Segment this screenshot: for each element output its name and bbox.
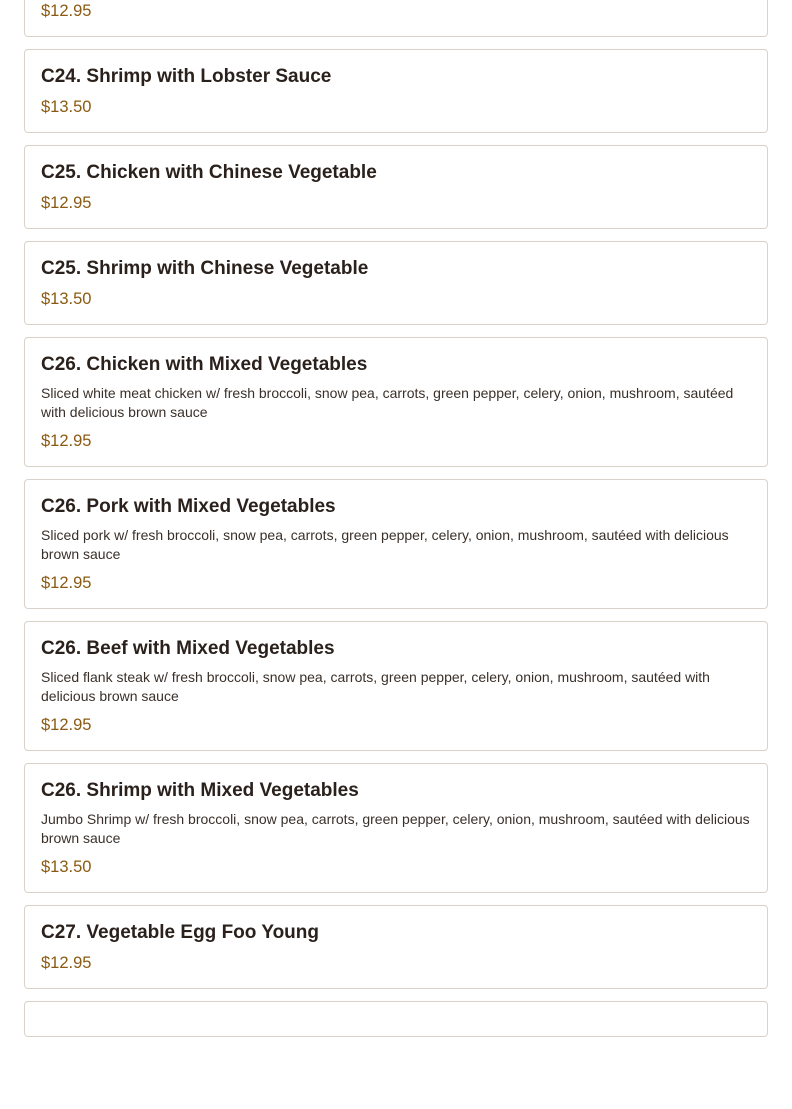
menu-item-price: $12.95 (41, 432, 92, 450)
menu-item-name: C26. Pork with Mixed Vegetables (41, 496, 336, 517)
menu-item-card[interactable] (24, 621, 768, 751)
menu-item-description: Jumbo Shrimp w/ fresh broccoli, snow pea, carrots, green pepper, celery, onion, mushroom, sautéed with delicious brown sauce (41, 811, 750, 846)
menu-item-price: $12.95 (41, 716, 92, 734)
menu-item-card[interactable] (24, 479, 768, 609)
menu-item-card[interactable] (24, 49, 768, 133)
menu-item-card[interactable] (24, 0, 768, 37)
menu-item-card[interactable] (24, 905, 768, 989)
menu-item-card[interactable] (24, 241, 768, 325)
menu-item-card[interactable] (24, 1001, 768, 1037)
menu-item-description: Sliced white meat chicken w/ fresh broccoli, snow pea, carrots, green pepper, celery, onion, mushroom, sautéed with delicious brown sauce (41, 385, 734, 420)
menu-item-description: Sliced pork w/ fresh broccoli, snow pea, carrots, green pepper, celery, onion, mushroom, sautéed with delicious brown sauce (41, 527, 729, 562)
menu-item-price: $12.95 (41, 954, 92, 972)
menu-item-name: C25. Shrimp with Chinese Vegetable (41, 258, 369, 279)
menu-item-price: $13.50 (41, 98, 92, 116)
menu-item-card[interactable] (24, 337, 768, 467)
menu-item-price: $12.95 (41, 2, 92, 20)
menu-item-card[interactable] (24, 145, 768, 229)
menu-item-price: $12.95 (41, 574, 92, 592)
menu-item-name: C26. Beef with Mixed Vegetables (41, 638, 335, 659)
menu-item-price: $13.50 (41, 858, 92, 876)
menu-item-price: $13.50 (41, 290, 92, 308)
menu-item-name: C25. Chicken with Chinese Vegetable (41, 162, 377, 183)
menu-item-list (24, 0, 768, 1049)
menu-item-name: C24. Shrimp with Lobster Sauce (41, 66, 332, 87)
menu-item-name: C26. Shrimp with Mixed Vegetables (41, 780, 359, 801)
menu-item-card[interactable] (24, 763, 768, 893)
menu-item-price: $12.95 (41, 194, 92, 212)
menu-item-name: C26. Chicken with Mixed Vegetables (41, 354, 368, 375)
menu-item-description: Sliced flank steak w/ fresh broccoli, snow pea, carrots, green pepper, celery, onion, mushroom, sautéed with delicious brown sauce (41, 669, 710, 704)
menu-item-name: C27. Vegetable Egg Foo Young (41, 922, 320, 943)
